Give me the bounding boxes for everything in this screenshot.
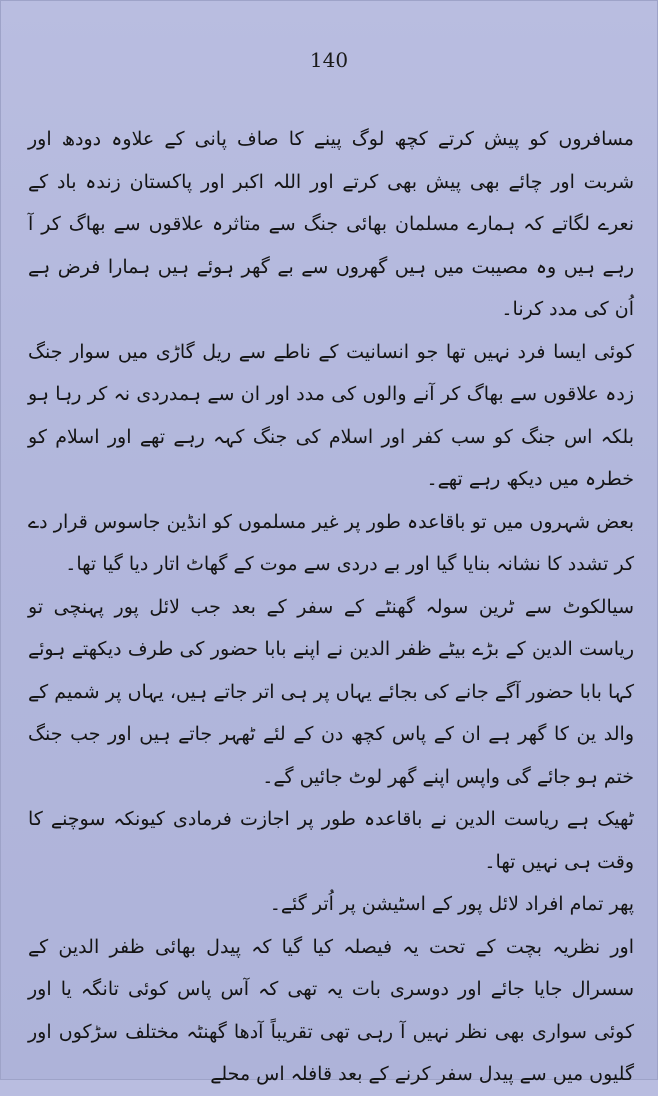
paragraph-7: اور نظریہ بچت کے تحت یہ فیصلہ کیا گیا کہ پیدل بھائی ظفر الدین کے سسرال جایا جائے اور دوسری بات یہ تھی کہ آس پاس کوئی تانگہ یا اور کوئی سواری بھی نظر نہیں آ رہی تھی تقریباً آدھا گھنٹہ مختلف سڑکوں اور گلیوں میں سے پیدل سفر کرنے کے بعد قافلہ اس محلے [28,935,634,1085]
paragraph-2: کوئی ایسا فرد نہیں تھا جو انسانیت کے ناطے سے ریل گاڑی میں سوار جنگ زدہ علاقوں سے بھاگ کر آنے والوں کی مدد اور ان سے ہمدردی نہ کر رہا ہو بلکہ اس جنگ کو سب کفر اور اسلام کی جنگ کہہ رہے تھے اور اسلام کو خطرہ میں دیکھ رہے تھے۔ [28,340,634,490]
paragraph-3: بعض شہروں میں تو باقاعدہ طور پر غیر مسلموں کو انڈین جاسوس قرار دے کر تشدد کا نشانہ بنایا گیا اور بے دردی سے موت کے گھاٹ اتار دیا گیا تھا۔ [28,510,634,575]
paragraph-6: پھر تمام افراد لائل پور کے اسٹیشن پر اُتر گئے۔ [269,893,634,915]
paragraph-4: سیالکوٹ سے ٹرین سولہ گھنٹے کے سفر کے بعد جب لائل پور پہنچی تو ریاست الدین کے بڑے بیٹے ظفر الدین نے اپنے بابا حضور کی طرف دیکھتے ہوئے کہا بابا حضور آگے جانے کی بجائے یہاں پر ہی اتر جاتے ہیں، یہاں پر شمیم کے والد ین کا گھر ہے ان کے پاس کچھ دن کے لئے ٹھہر جاتے ہیں اور جب جنگ ختم ہو جائے گی واپس اپنے گھر لوٹ جائیں گے۔ [28,595,634,788]
page-number: 140 [309,48,349,72]
paragraph-5: ٹھیک ہے ریاست الدین نے باقاعدہ طور پر اجازت فرمادی کیونکہ سوچنے کا وقت ہی نہیں تھا۔ [28,808,634,873]
paragraph-1: مسافروں کو پیش کرتے کچھ لوگ پینے کا صاف پانی کے علاوہ دودھ اور شربت اور چائے بھی پیش بھی کرتے اور اللہ اکبر اور پاکستان زندہ باد کے نعرے لگاتے کہ ہمارے مسلمان بھائی جنگ سے متاثرہ علاقوں سے بھاگ کر آ رہے ہیں وہ مصیبت میں ہیں گھروں سے بے گھر ہوئے ہیں ہمارا فرض ہے اُن کی مدد کرنا۔ [28,128,634,320]
body-text [28,118,634,1096]
